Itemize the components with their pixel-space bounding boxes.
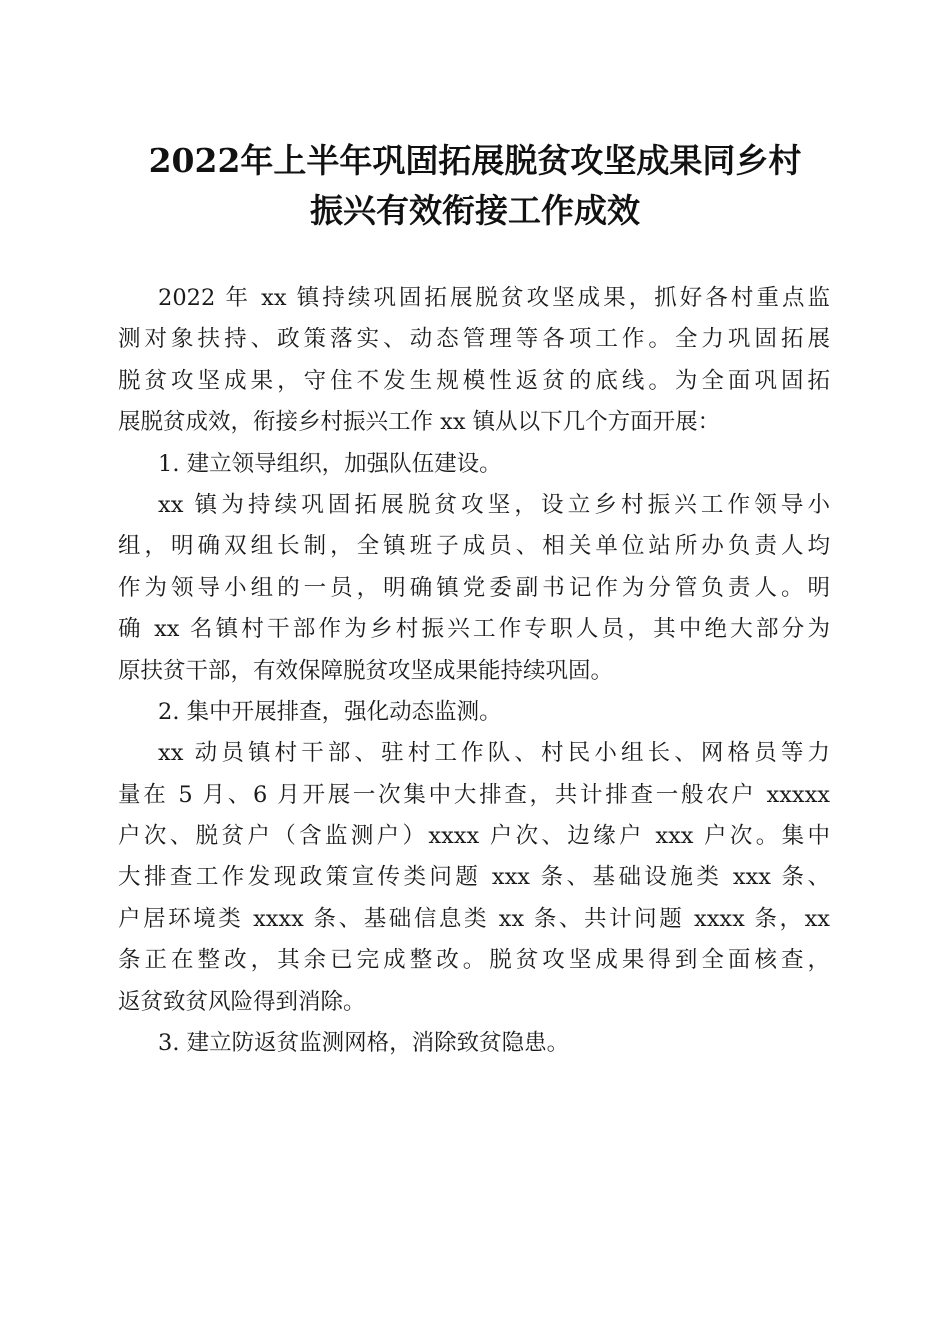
paragraph-section-1-line: 组，明确双组长制，全镇班子成员、相关单位站所办负责人均 <box>118 533 830 560</box>
paragraph-section-2-line: xx 动员镇村干部、驻村工作队、村民小组长、网格员等力 <box>158 740 830 767</box>
section-heading-2: 2. 集中开展排查，强化动态监测。 <box>158 698 502 725</box>
document-body <box>118 278 830 1064</box>
paragraph-intro-line: 展脱贫成效，衔接乡村振兴工作 xx 镇从以下几个方面开展： <box>118 409 721 436</box>
section-heading-1: 1. 建立领导组织，加强队伍建设。 <box>158 450 502 477</box>
section-heading-3: 3. 建立防返贫监测网格，消除致贫隐患。 <box>158 1030 570 1057</box>
paragraph-intro-line: 2022 年 xx 镇持续巩固拓展脱贫攻坚成果，抓好各村重点监 <box>158 285 830 311</box>
title-line-2: 振兴有效衔接工作成效 <box>310 191 640 230</box>
paragraph-section-2-line: 条正在整改，其余已完成整改。脱贫攻坚成果得到全面核查， <box>118 947 830 974</box>
paragraph-section-1-line: 作为领导小组的一员，明确镇党委副书记作为分管负责人。明 <box>118 574 830 601</box>
paragraph-section-1-line: xx 镇为持续巩固拓展脱贫攻坚，设立乡村振兴工作领导小 <box>158 491 830 518</box>
title-line-1: 2022年上半年巩固拓展脱贫攻坚成果同乡村 <box>148 141 802 180</box>
paragraph-intro-line: 脱贫攻坚成果，守住不发生规模性返贫的底线。为全面巩固拓 <box>118 367 830 394</box>
paragraph-section-1-line: 确 xx 名镇村干部作为乡村振兴工作专职人员，其中绝大部分为 <box>118 616 830 643</box>
paragraph-section-2-line: 户居环境类 xxxx 条、基础信息类 xx 条、共计问题 xxxx 条，xx <box>118 905 830 932</box>
paragraph-section-2-line: 量在 5 月、6 月开展一次集中大排查，共计排查一般农户 xxxxx <box>118 781 830 808</box>
document-title <box>100 136 850 236</box>
paragraph-section-2-line: 大排查工作发现政策宣传类问题 xxx 条、基础设施类 xxx 条、 <box>118 864 830 891</box>
paragraph-section-1-line: 原扶贫干部，有效保障脱贫攻坚成果能持续巩固。 <box>118 657 614 684</box>
paragraph-section-2-line: 返贫致贫风险得到消除。 <box>118 988 366 1015</box>
paragraph-section-2-line: 户次、脱贫户（含监测户）xxxx 户次、边缘户 xxx 户次。集中 <box>118 823 830 850</box>
paragraph-intro-line: 测对象扶持、政策落实、动态管理等各项工作。全力巩固拓展 <box>118 326 830 353</box>
